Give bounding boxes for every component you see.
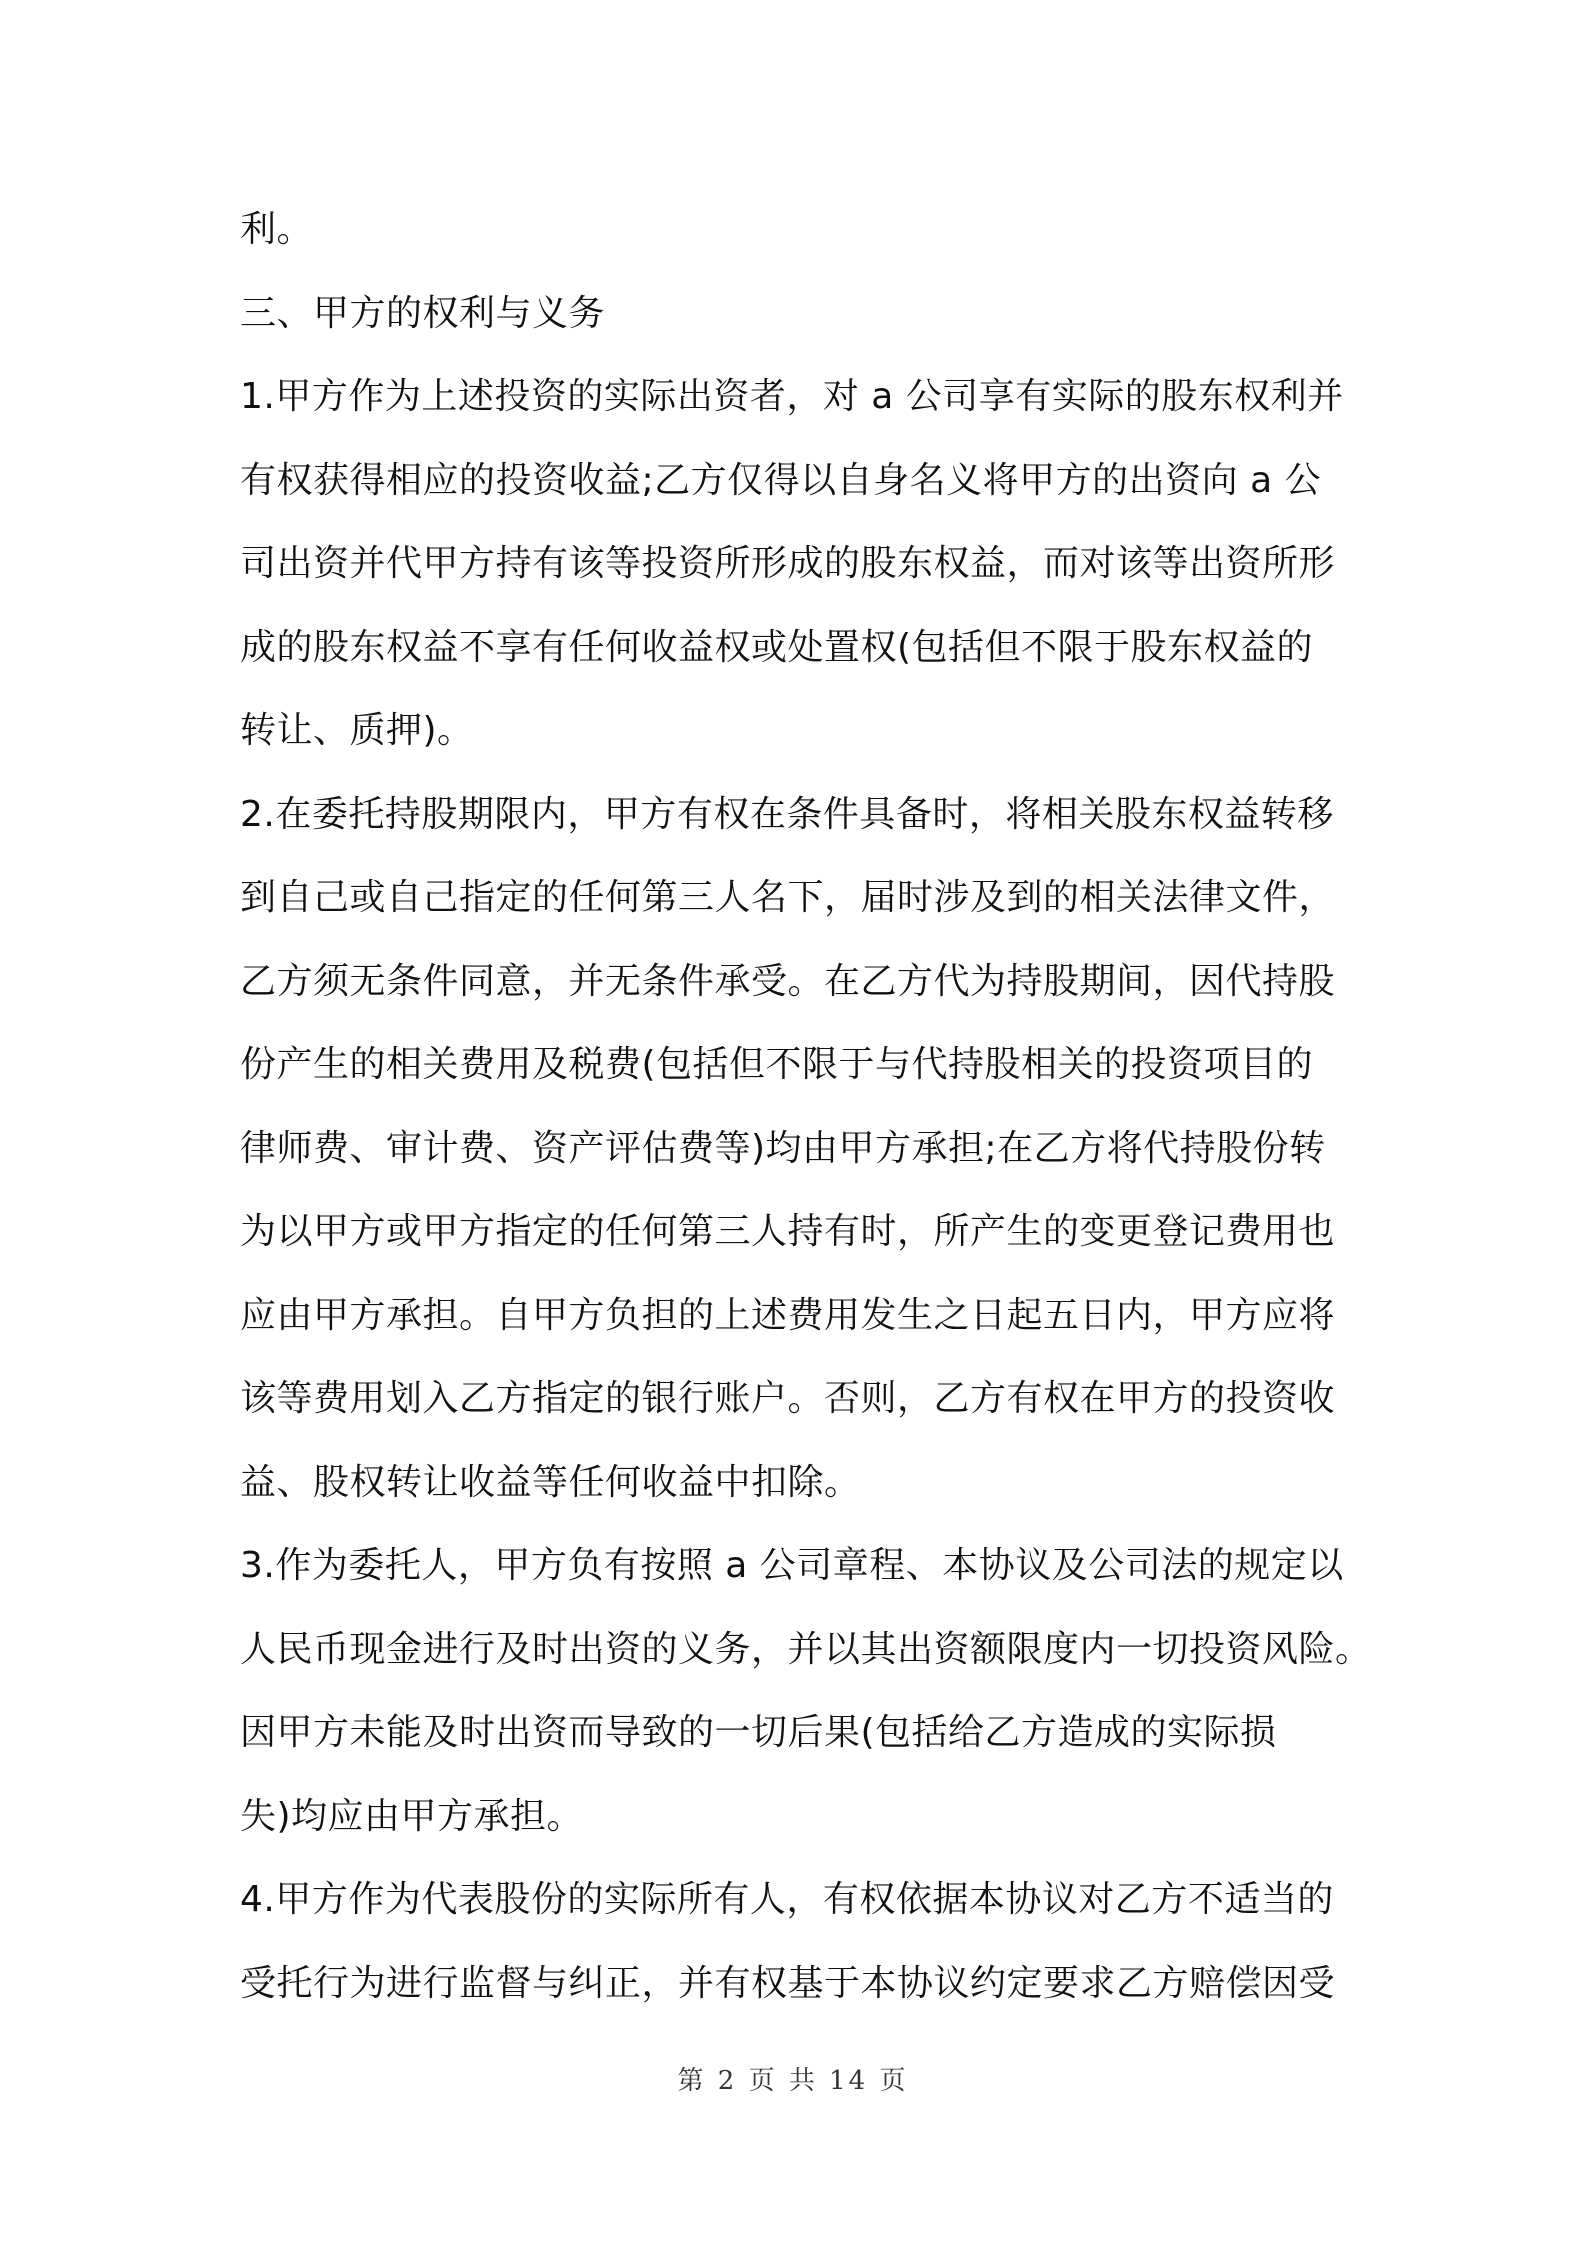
text-line: 应由甲方承担。自甲方负担的上述费用发生之日起五日内，甲方应将	[240, 1294, 1336, 1336]
text-line: 益、股权转让收益等任何收益中扣除。	[240, 1461, 861, 1503]
text-line: 律师费、审计费、资产评估费等)均由甲方承担;在乙方将代持股份转	[240, 1127, 1326, 1169]
text-line: 人民币现金进行及时出资的义务，并以其出资额限度内一切投资风险。	[240, 1628, 1372, 1670]
text-line: 司出资并代甲方持有该等投资所形成的股东权益，而对该等出资所形	[240, 543, 1336, 584]
text-line: 为以甲方或甲方指定的任何第三人持有时，所产生的变更登记费用也	[240, 1211, 1336, 1252]
text-line: 该等费用划入乙方指定的银行账户。否则，乙方有权在甲方的投资收	[240, 1378, 1336, 1419]
text-line: 成的股东权益不享有任何收益权或处置权(包括但不限于股东权益的	[240, 626, 1314, 668]
body-text	[240, 188, 1385, 2025]
text-line: 因甲方未能及时出资而导致的一切后果(包括给乙方造成的实际损	[240, 1712, 1277, 1753]
text-line: 4.甲方作为代表股份的实际所有人，有权依据本协议对乙方不适当的	[240, 1879, 1334, 1920]
text-line: 3.作为委托人，甲方负有按照 a 公司章程、本协议及公司法的规定以	[240, 1545, 1344, 1586]
text-line: 2.在委托持股期限内，甲方有权在条件具备时，将相关股东权益转移	[240, 793, 1334, 835]
text-line: 利。	[240, 209, 314, 250]
text-line: 失)均应由甲方承担。	[240, 1795, 584, 1837]
text-line: 受托行为进行监督与纠正，并有权基于本协议约定要求乙方赔偿因受	[240, 1962, 1336, 2004]
text-line: 有权获得相应的投资收益;乙方仅得以自身名义将甲方的出资向 a 公	[240, 459, 1322, 501]
page-number-footer: 第 2 页 共 14 页	[677, 2066, 909, 2096]
section-heading: 三、甲方的权利与义务	[240, 292, 606, 334]
text-line: 转让、质押)。	[240, 710, 474, 751]
text-line: 1.甲方作为上述投资的实际出资者，对 a 公司享有实际的股东权利并	[240, 376, 1344, 417]
text-line: 份产生的相关费用及税费(包括但不限于与代持股相关的投资项目的	[240, 1044, 1314, 1085]
text-line: 乙方须无条件同意，并无条件承受。在乙方代为持股期间，因代持股	[240, 960, 1336, 1002]
text-line: 到自己或自己指定的任何第三人名下，届时涉及到的相关法律文件，	[240, 877, 1336, 918]
